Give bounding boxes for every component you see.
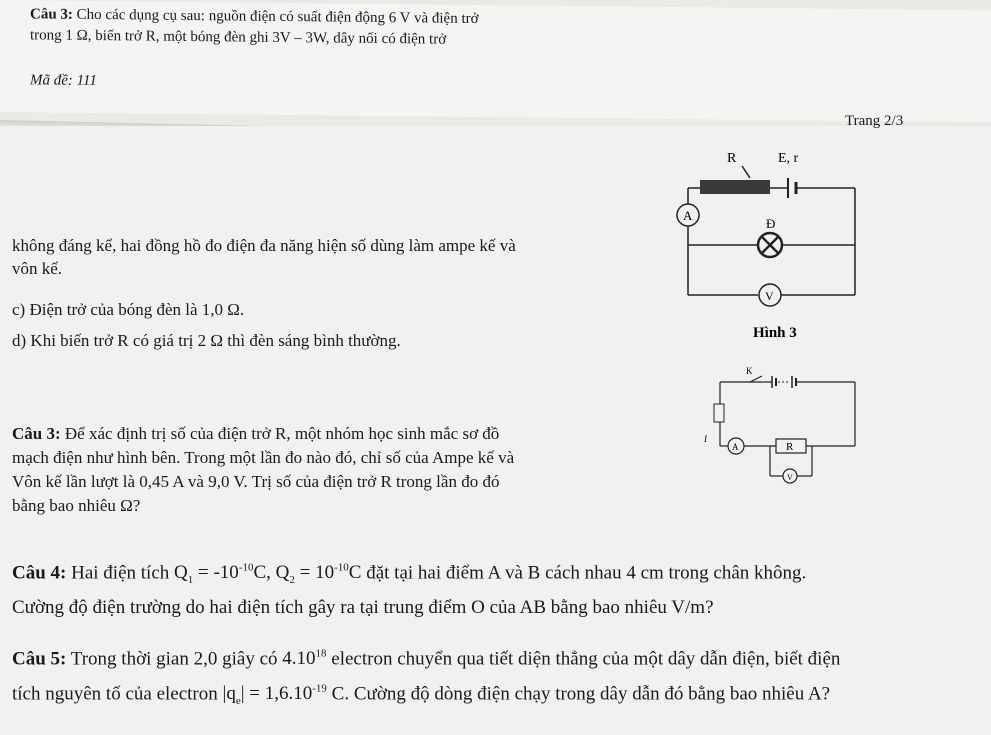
part-cont-line2: vôn kế. xyxy=(12,259,63,278)
statement-d: d) Khi biến trở R có giá trị 2 Ω thì đèn sáng bình thường. xyxy=(12,331,401,350)
part-cont-line1: không đáng kể, hai đồng hồ đo điện đa năng hiện số dùng làm ampe kế và xyxy=(12,236,516,255)
fig2-label-k: K xyxy=(746,366,753,376)
statement-c: c) Điện trở của bóng đèn là 1,0 Ω. xyxy=(12,300,245,319)
fig2-label-i: I xyxy=(704,434,707,444)
q3b-line4: bằng bao nhiêu Ω? xyxy=(12,496,141,515)
fig2-switch xyxy=(750,376,762,382)
fig3-label-r: R xyxy=(727,151,737,166)
q4-charges-formula: $Q_1 = -10^{-10}C$, $Q_2 = 10^{-10}C$ xyxy=(174,562,362,587)
figure-3-circuit xyxy=(660,140,890,350)
fig3-slider-arrow xyxy=(742,166,750,178)
fig3-caption: Hình 3 xyxy=(753,325,797,341)
q5-line2: tích nguyên tố của electron $|q_e| = 1,6.10^{-19}$ C. Cường độ dòng điện chạy trong dây dẫn đó bằng bao nhiêu A? xyxy=(12,683,831,708)
q5-line1: Câu 5: Trong thời gian 2,0 giây có 4.10$^{18}$ electron chuyển qua tiết diện thẳng của một dây dẫn điện, biết điện xyxy=(12,648,841,670)
fig2-label-r: R xyxy=(786,441,794,453)
q3b-line1: Câu 3: Để xác định trị số của điện trở R, một nhóm học sinh mắc sơ đồ xyxy=(12,424,500,443)
q3b-line2: mạch điện như hình bên. Trong một lần đo nào đó, chỉ số của Ampe kế và xyxy=(12,448,515,467)
page-number: Trang 2/3 xyxy=(845,113,904,129)
exam-code: Mã đề: 111 xyxy=(30,72,97,90)
fig3-label-e: E, r xyxy=(778,151,799,166)
fig2-resistor-vertical xyxy=(714,404,724,422)
q4-line2: Cường độ điện trường do hai điện tích gây ra tại trung điểm O của AB bằng bao nhiêu V/m? xyxy=(12,597,714,618)
fig3-label-d: Đ xyxy=(766,216,776,231)
fig2-label-v: V xyxy=(787,473,793,482)
q3b-line3: Vôn kế lần lượt là 0,45 A và 9,0 V. Trị số của điện trở R trong lần đo đó xyxy=(12,472,500,491)
fig3-label-a: A xyxy=(683,208,693,223)
header-q3-line1: Câu 3: Cho các dụng cụ sau: nguồn điện có suất điện động 6 V và điện trở xyxy=(30,6,479,28)
q5-electron-count: 4.10$^{18}$ xyxy=(282,648,327,670)
q5-elementary-charge: $|q_e| = 1,6.10^{-19}$ xyxy=(222,683,327,708)
previous-page-strip xyxy=(0,0,991,122)
q4-line1: Câu 4: Hai điện tích $Q_1 = -10^{-10}C$, $Q_2 = 10^{-10}C$ đặt tại hai điểm A và B cách nhau 4 cm trong chân không. xyxy=(12,562,807,587)
header-q3-line2: trong 1 Ω, biến trở R, một bóng đèn ghi 3V – 3W, dây nối có điện trở xyxy=(30,27,447,48)
fig3-rheostat xyxy=(700,180,770,194)
fig2-label-a: A xyxy=(732,442,739,452)
fig3-label-v: V xyxy=(765,289,774,303)
figure-voltmeter-ammeter-circuit xyxy=(690,362,870,492)
